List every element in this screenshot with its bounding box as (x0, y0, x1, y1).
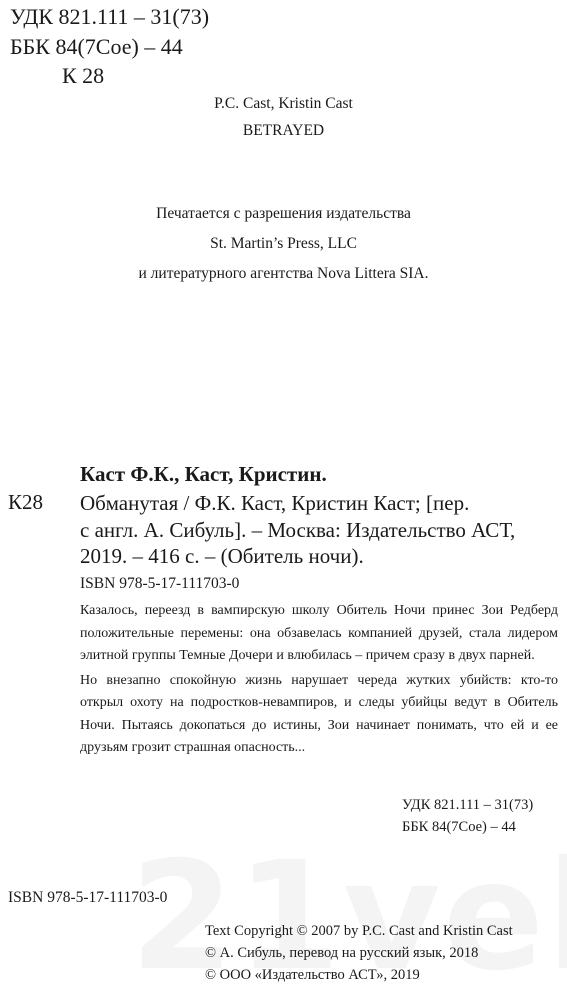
catalog-author-mark: К28 (8, 490, 44, 514)
annotation (80, 600, 558, 760)
author-mark-top: К 28 (62, 63, 105, 88)
catalog-line-2: с англ. А. Сибуль]. – Москва: Издательство АСТ, (80, 518, 516, 542)
bbk-code-bottom: ББК 84(7Сое) – 44 (402, 819, 516, 835)
catalog-line-1: Обманутая / Ф.К. Каст, Кристин Каст; [пер. (80, 491, 470, 515)
permission-line-3: и литературного агентства Nova Littera SIA. (138, 265, 429, 282)
udk-code-bottom: УДК 821.111 – 31(73) (402, 797, 534, 813)
annotation-paragraph-2: Но внезапно спокойную жизнь нарушает череда жутких убийств: кто-то открыл охоту на подростков-невампиров, и следы убийцы ведут в Обитель Ночи. Пытаясь докопаться до истины, Зои начинает понимать, что ей и ее друзьям грозит страшная опасность... (80, 672, 558, 755)
annotation-paragraph-1: Казалось, переезд в вампирскую школу Обитель Ночи принес Зои Редберд положительные перемены: она обзавелась компанией друзей, стала лидером элитной группы Темные Дочери и влюбилась – причем сразу в двух парней. (80, 603, 558, 663)
permission-line-2: St. Martin’s Press, LLC (210, 235, 357, 252)
catalog-line-3: 2019. – 416 с. – (Обитель ночи). (80, 544, 364, 568)
permission-line-1: Печатается с разрешения издательства (156, 205, 411, 222)
original-title: BETRAYED (242, 122, 325, 139)
bbk-code-top: ББК 84(7Сое) – 44 (10, 34, 183, 59)
catalog-isbn: ISBN 978-5-17-111703-0 (80, 575, 240, 592)
isbn-bottom: ISBN 978-5-17-111703-0 (8, 889, 168, 906)
copyright-line-3: © ООО «Издательство АСТ», 2019 (205, 967, 420, 983)
copyright-line-2: © А. Сибуль, перевод на русский язык, 2018 (205, 945, 479, 961)
copyright-line-1: Text Copyright © 2007 by P.C. Cast and Kristin Cast (205, 923, 513, 939)
catalog-heading: Каст Ф.К., Каст, Кристин. (80, 462, 327, 486)
udk-code-top: УДК 821.111 – 31(73) (10, 4, 210, 29)
original-authors: P.C. Cast, Kristin Cast (214, 95, 353, 112)
